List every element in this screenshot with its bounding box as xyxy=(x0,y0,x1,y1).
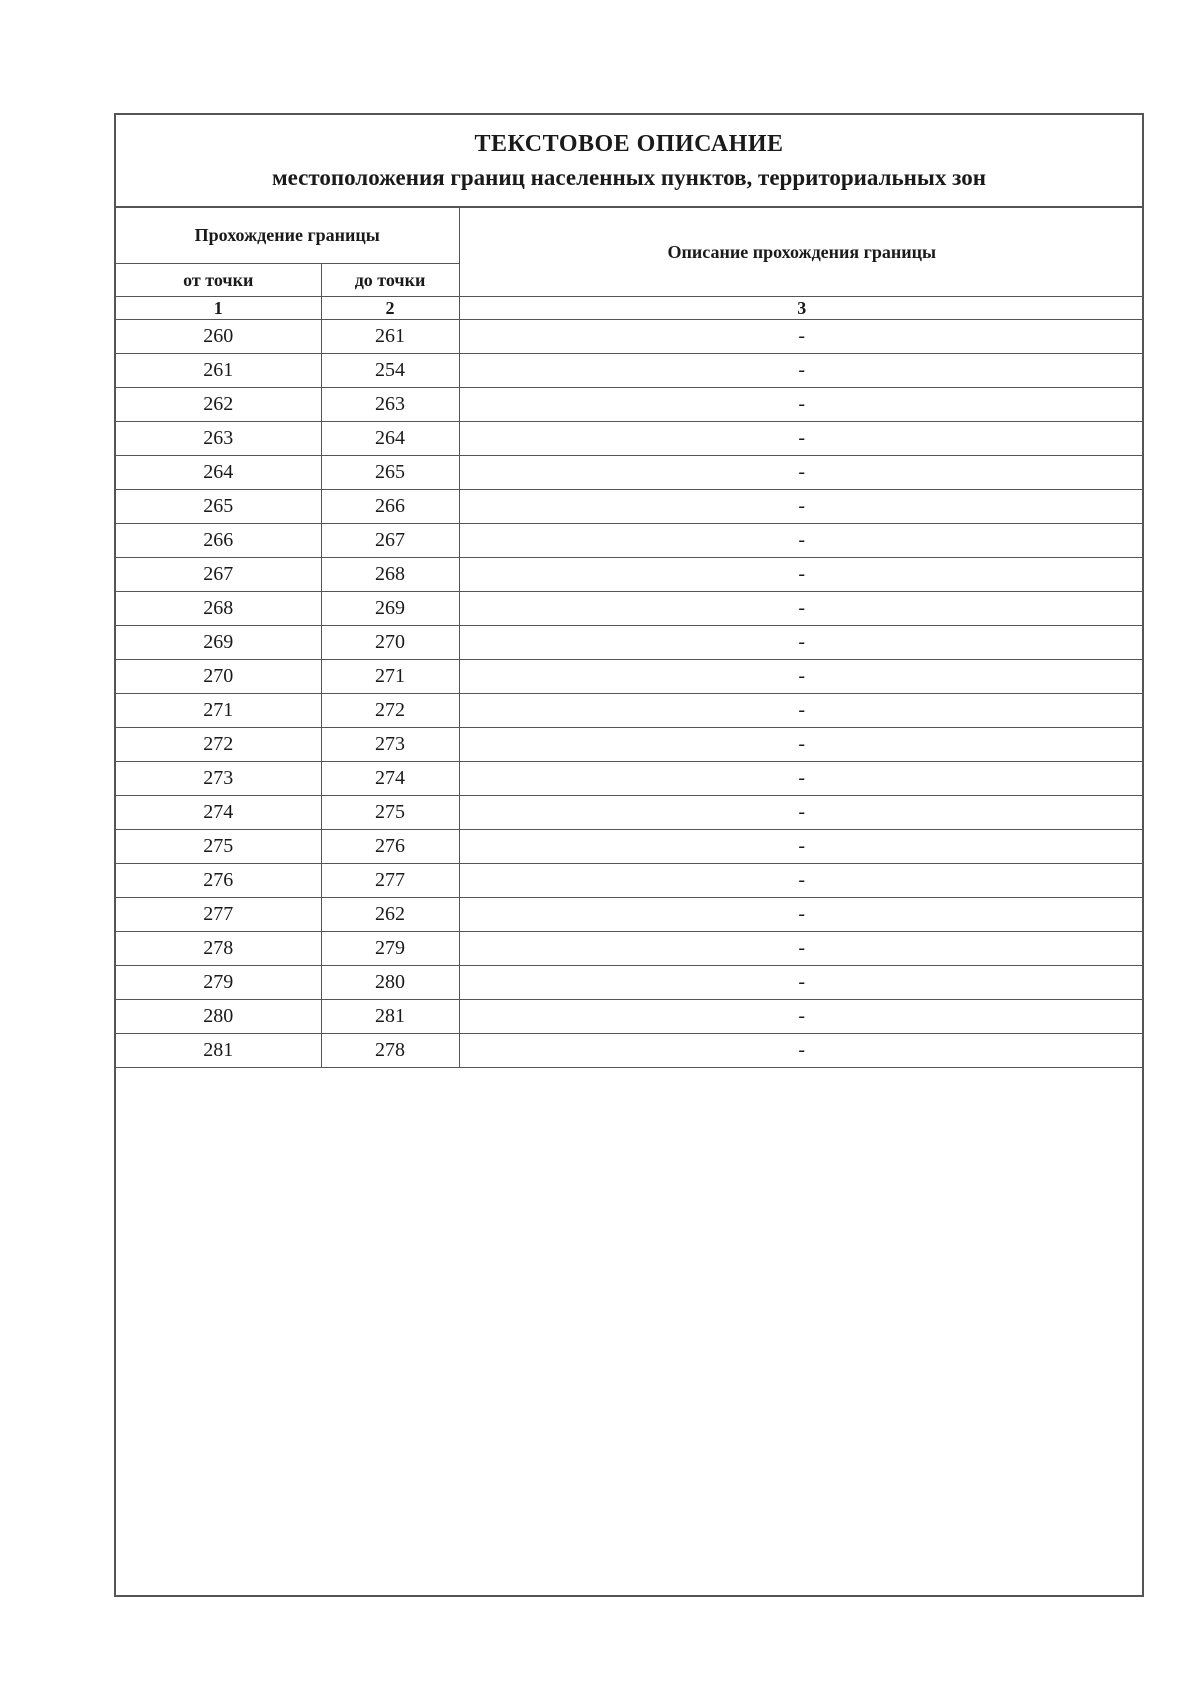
header-boundary-passage: Прохождение границы xyxy=(116,208,459,264)
cell-from-point: 260 xyxy=(116,320,321,354)
cell-to-point: 279 xyxy=(321,932,459,966)
table-row xyxy=(116,1000,1144,1034)
cell-to-point: 277 xyxy=(321,864,459,898)
cell-from-point: 268 xyxy=(116,592,321,626)
title-block xyxy=(116,115,1142,208)
cell-from-point: 281 xyxy=(116,1034,321,1068)
cell-description: - xyxy=(459,558,1144,592)
table-row xyxy=(116,490,1144,524)
cell-from-point: 264 xyxy=(116,456,321,490)
cell-from-point: 278 xyxy=(116,932,321,966)
header-from-point: от точки xyxy=(116,264,321,297)
table-row xyxy=(116,762,1144,796)
cell-description: - xyxy=(459,354,1144,388)
table-row xyxy=(116,660,1144,694)
cell-to-point: 274 xyxy=(321,762,459,796)
cell-description: - xyxy=(459,490,1144,524)
cell-to-point: 265 xyxy=(321,456,459,490)
table-row xyxy=(116,694,1144,728)
cell-description: - xyxy=(459,864,1144,898)
table-row xyxy=(116,728,1144,762)
cell-from-point: 269 xyxy=(116,626,321,660)
document-frame xyxy=(114,113,1144,1597)
table-row xyxy=(116,898,1144,932)
table-row xyxy=(116,864,1144,898)
cell-description: - xyxy=(459,422,1144,456)
cell-to-point: 281 xyxy=(321,1000,459,1034)
header-description: Описание прохождения границы xyxy=(459,208,1144,297)
cell-from-point: 261 xyxy=(116,354,321,388)
table-row xyxy=(116,320,1144,354)
cell-to-point: 270 xyxy=(321,626,459,660)
table-row xyxy=(116,354,1144,388)
table-row xyxy=(116,1034,1144,1068)
cell-description: - xyxy=(459,592,1144,626)
document-subtitle: местоположения границ населенных пунктов, территориальных зон xyxy=(272,165,986,190)
cell-description: - xyxy=(459,524,1144,558)
cell-description: - xyxy=(459,626,1144,660)
cell-to-point: 276 xyxy=(321,830,459,864)
table-row xyxy=(116,524,1144,558)
cell-description: - xyxy=(459,1034,1144,1068)
table-row xyxy=(116,456,1144,490)
cell-to-point: 254 xyxy=(321,354,459,388)
table-row xyxy=(116,830,1144,864)
cell-from-point: 270 xyxy=(116,660,321,694)
cell-description: - xyxy=(459,388,1144,422)
cell-from-point: 272 xyxy=(116,728,321,762)
column-number-1: 1 xyxy=(116,297,321,320)
cell-description: - xyxy=(459,898,1144,932)
cell-description: - xyxy=(459,932,1144,966)
table-row xyxy=(116,558,1144,592)
cell-from-point: 262 xyxy=(116,388,321,422)
cell-to-point: 261 xyxy=(321,320,459,354)
cell-to-point: 263 xyxy=(321,388,459,422)
table-row xyxy=(116,966,1144,1000)
table-row xyxy=(116,932,1144,966)
cell-description: - xyxy=(459,694,1144,728)
cell-from-point: 271 xyxy=(116,694,321,728)
boundary-table xyxy=(116,208,1144,1068)
table-row xyxy=(116,626,1144,660)
header-to-point: до точки xyxy=(321,264,459,297)
table-row xyxy=(116,592,1144,626)
cell-to-point: 275 xyxy=(321,796,459,830)
cell-to-point: 264 xyxy=(321,422,459,456)
cell-to-point: 267 xyxy=(321,524,459,558)
cell-description: - xyxy=(459,456,1144,490)
cell-from-point: 267 xyxy=(116,558,321,592)
cell-description: - xyxy=(459,660,1144,694)
cell-description: - xyxy=(459,762,1144,796)
cell-from-point: 274 xyxy=(116,796,321,830)
cell-from-point: 280 xyxy=(116,1000,321,1034)
cell-from-point: 279 xyxy=(116,966,321,1000)
header-row-numbers xyxy=(116,297,1144,320)
table-row xyxy=(116,796,1144,830)
cell-to-point: 273 xyxy=(321,728,459,762)
cell-description: - xyxy=(459,966,1144,1000)
cell-to-point: 266 xyxy=(321,490,459,524)
column-number-2: 2 xyxy=(321,297,459,320)
cell-from-point: 265 xyxy=(116,490,321,524)
cell-description: - xyxy=(459,796,1144,830)
table-row xyxy=(116,422,1144,456)
cell-from-point: 276 xyxy=(116,864,321,898)
cell-description: - xyxy=(459,728,1144,762)
cell-to-point: 269 xyxy=(321,592,459,626)
header-row-group xyxy=(116,208,1144,264)
cell-to-point: 262 xyxy=(321,898,459,932)
cell-to-point: 278 xyxy=(321,1034,459,1068)
cell-from-point: 273 xyxy=(116,762,321,796)
document-title: ТЕКСТОВОЕ ОПИСАНИЕ xyxy=(474,131,784,157)
cell-to-point: 272 xyxy=(321,694,459,728)
cell-to-point: 271 xyxy=(321,660,459,694)
column-number-3: 3 xyxy=(459,297,1144,320)
cell-from-point: 277 xyxy=(116,898,321,932)
cell-to-point: 280 xyxy=(321,966,459,1000)
cell-description: - xyxy=(459,320,1144,354)
cell-to-point: 268 xyxy=(321,558,459,592)
table-row xyxy=(116,388,1144,422)
cell-description: - xyxy=(459,1000,1144,1034)
cell-from-point: 266 xyxy=(116,524,321,558)
cell-description: - xyxy=(459,830,1144,864)
cell-from-point: 263 xyxy=(116,422,321,456)
cell-from-point: 275 xyxy=(116,830,321,864)
